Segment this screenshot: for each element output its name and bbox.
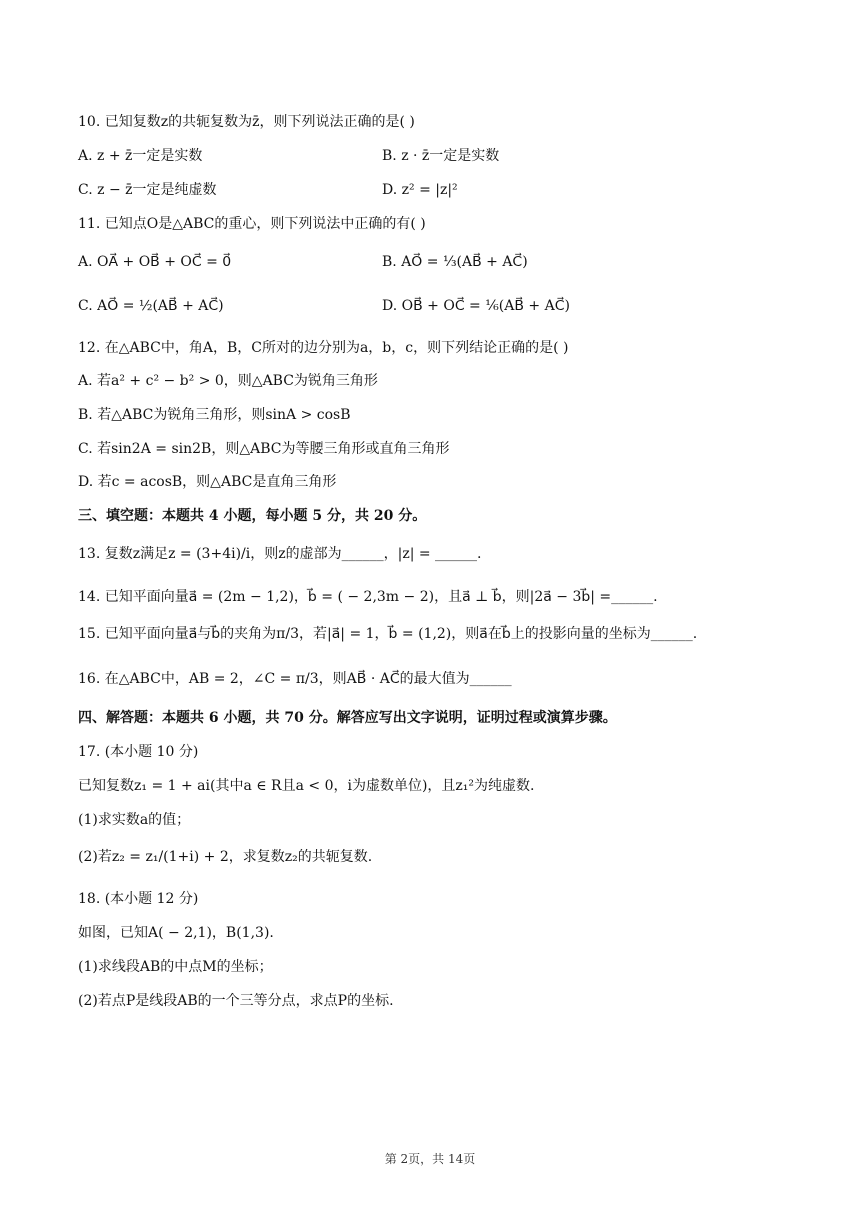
q12-option-d: D. 若c = acosB，则△ABC是直角三角形: [78, 474, 337, 490]
page-footer: 第 2页，共 14页: [384, 1152, 476, 1166]
section-3-heading: 三、填空题：本题共 4 小题，每小题 5 分，共 20 分。: [78, 508, 427, 524]
section-4-heading: 四、解答题：本题共 6 小题，共 70 分。解答应写出文字说明，证明过程或演算步骤。: [78, 710, 617, 726]
q11-option-d: D. OB⃗ + OC⃗ = ⅙(AB⃗ + AC⃗): [382, 298, 570, 314]
q11-stem: 11. 已知点O是△ABC的重心，则下列说法中正确的有( ): [78, 216, 426, 232]
q12-stem: 12. 在△ABC中，角A，B，C所对的边分别为a，b，c，则下列结论正确的是( ): [78, 340, 569, 356]
q12-option-c: C. 若sin2A = sin2B，则△ABC为等腰三角形或直角三角形: [78, 441, 450, 457]
q10-option-d: D. z² = |z|²: [382, 182, 458, 198]
q10-option-a: A. z + z̄一定是实数: [78, 148, 203, 164]
q15: 15. 已知平面向量a⃗与b⃗的夹角为π/3，若|a⃗| = 1，b⃗ = (1,2)，则a⃗在b⃗上的投影向量的坐标为______.: [78, 626, 698, 642]
q18-part-1: (1)求线段AB的中点M的坐标；: [78, 959, 273, 975]
q11-option-c: C. AO⃗ = ½(AB⃗ + AC⃗): [78, 298, 224, 314]
q13: 13. 复数z满足z = (3+4i)/i，则z的虚部为______，|z| = ______.: [78, 546, 482, 562]
q17-part-1: (1)求实数a的值；: [78, 812, 191, 828]
q12-option-b: B. 若△ABC为锐角三角形，则sinA > cosB: [78, 407, 351, 423]
q11-option-a: A. OA⃗ + OB⃗ + OC⃗ = 0⃗: [78, 254, 232, 270]
q10-option-b: B. z · z̄一定是实数: [382, 148, 500, 164]
q11-option-b: B. AO⃗ = ⅓(AB⃗ + AC⃗): [382, 254, 528, 270]
q18-body: 如图，已知A( − 2,1)，B(1,3).: [78, 925, 274, 941]
q10-stem: 10. 已知复数z的共轭复数为z̄，则下列说法正确的是( ): [78, 114, 415, 130]
q10-option-c: C. z − z̄一定是纯虚数: [78, 182, 217, 198]
q18-heading: 18. (本小题 12 分): [78, 891, 199, 907]
q17-body: 已知复数z₁ = 1 + ai(其中a ∈ R且a < 0，i为虚数单位)，且z₁²为纯虚数.: [78, 778, 535, 794]
q12-option-a: A. 若a² + c² − b² > 0，则△ABC为锐角三角形: [78, 373, 378, 389]
q14: 14. 已知平面向量a⃗ = (2m − 1,2)，b⃗ = ( − 2,3m − 2)，且a⃗ ⊥ b⃗，则|2a⃗ − 3b⃗| =______.: [78, 589, 658, 605]
q18-part-2: (2)若点P是线段AB的一个三等分点，求点P的坐标.: [78, 993, 394, 1009]
q17-part-2: (2)若z₂ = z₁/(1+i) + 2，求复数z₂的共轭复数.: [78, 849, 373, 865]
q16: 16. 在△ABC中，AB = 2，∠C = π/3，则AB⃗ · AC⃗的最大值为______: [78, 671, 512, 687]
q17-heading: 17. (本小题 10 分): [78, 744, 199, 760]
